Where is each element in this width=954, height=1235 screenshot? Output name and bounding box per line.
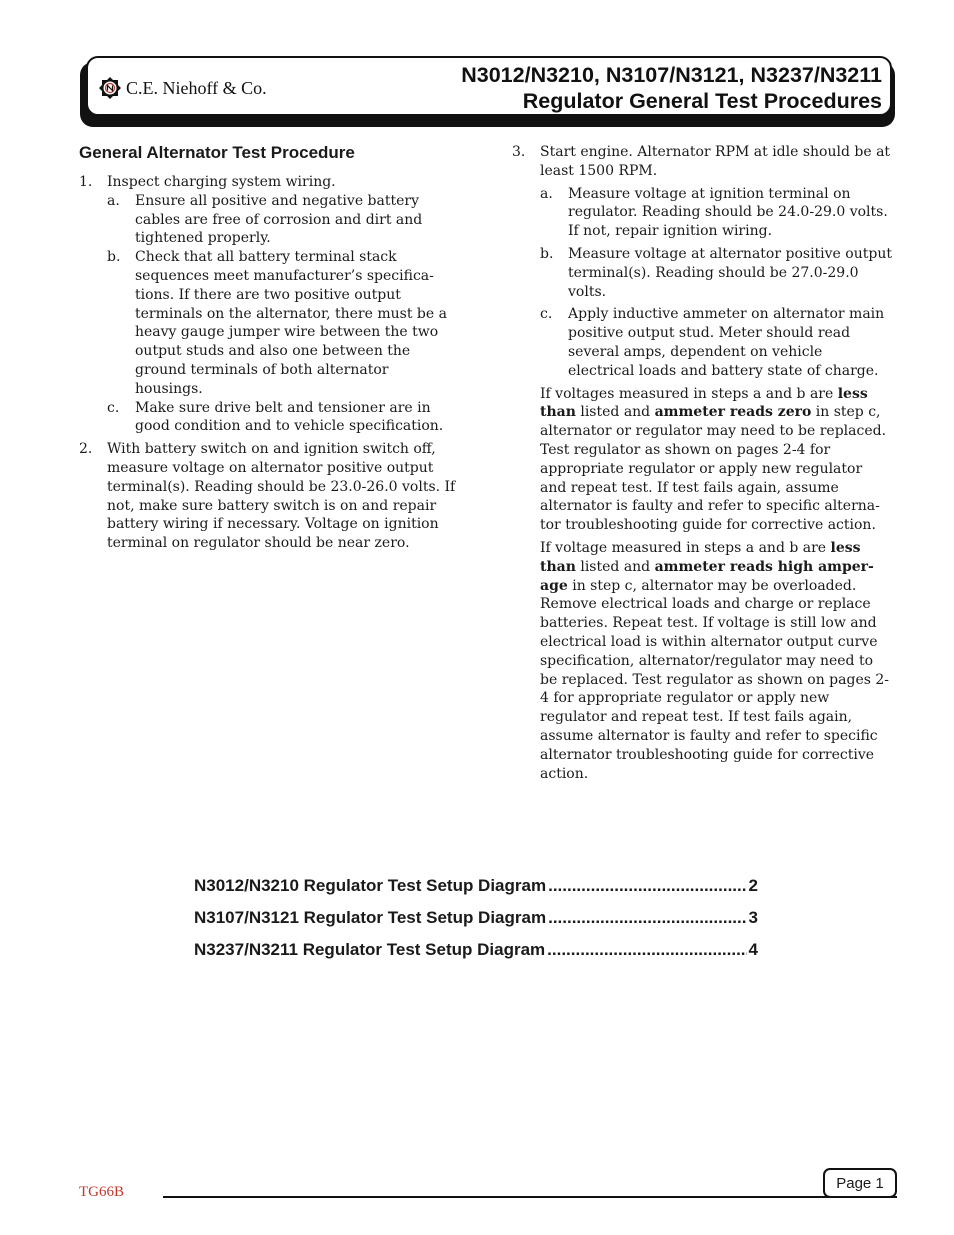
- title-subject: Regulator General Test Procedures: [522, 89, 882, 113]
- step-number: 3.: [512, 144, 526, 160]
- niehoff-logo-icon: [98, 76, 122, 100]
- step-2: [79, 440, 459, 553]
- toc-leader: [547, 940, 746, 960]
- result-paragraph-zero: If voltages measured in steps a and b are less than listed and ammeter reads zero in step c, alternator or regulator may need to be replaced. Test regulator as shown on pages 2-4 for appropriate regulator or apply new regulator and repeat test. If test fails again, assume alternator is faulty and refer to specific alterna-tor troubleshooting guide for corrective action.: [540, 385, 887, 534]
- footer-divider: [163, 1196, 897, 1198]
- title-models: N3012/N3210, N3107/N3121, N3237/N3211: [461, 63, 882, 87]
- document-title: [461, 62, 882, 114]
- company-name: C.E. Niehoff & Co.: [126, 77, 267, 98]
- toc-leader: [548, 908, 746, 928]
- substep-c: c. Apply inductive ammeter on alternator main positive output stud. Meter should read several amps, dependent on vehicle electrical loads and battery state of charge.: [540, 306, 885, 379]
- substep-a: a. Ensure all positive and negative battery cables are free of corrosion and dirt and tightened properly.: [107, 192, 423, 247]
- company-logo: [98, 76, 267, 100]
- substep-b: b. Measure voltage at alternator positive output terminal(s). Reading should be 27.0-29.0 volts.: [540, 245, 892, 300]
- step-number: 2.: [79, 441, 93, 458]
- result-paragraph-high: If voltage measured in steps a and b are less than listed and ammeter reads high amper-age in step c, alternator may be overloaded. Remove electrical loads and charge or replace batteries. Repeat test. If voltage is still low and electrical load is within alternator output curve specification, alternator/regulator may need to be replaced. Test regulator as shown on pages 2-4 for appropriate regulator or apply new regulator and repeat test. If test fails again, assume alternator is faulty and refer to specific alternator troubleshooting guide for corrective action.: [540, 539, 890, 782]
- substep-a: a. Measure voltage at ignition terminal on regulator. Reading should be 24.0-29.0 volts. If not, repair ignition wiring.: [540, 185, 888, 240]
- toc-entry[interactable]: N3012/N3210 Regulator Test Setup Diagram ..... 2: [194, 876, 758, 908]
- toc-leader: [548, 876, 746, 896]
- step-number: 1.: [79, 174, 93, 190]
- step-3: [512, 143, 892, 783]
- toc-entry[interactable]: N3107/N3121 Regulator Test Setup Diagram ..... 3: [194, 908, 758, 940]
- document-code: TG66B: [79, 1184, 124, 1200]
- toc-entry[interactable]: N3237/N3211 Regulator Test Setup Diagram ..... 4: [194, 940, 758, 972]
- right-column: [512, 143, 892, 787]
- step-text: With battery switch on and ignition switch off, measure voltage on alternator positive output terminal(s). Reading should be 23.0-26.0 volts. If not, make sure battery switch is on and repair battery wiring if necessary. Voltage on ignition terminal on regulator should be near zero.: [107, 441, 456, 552]
- substep-b: b. Check that all battery terminal stack sequences meet manufacturer’s specifica-tions. If there are two positive output terminals on the alternator, there must be a heavy gauge jumper wire between the two output studs and also one between the ground terminals of both alternator housings.: [107, 249, 447, 397]
- step-text: Inspect charging system wiring.: [107, 174, 336, 190]
- page-number: Page 1: [823, 1168, 897, 1198]
- step-text: Start engine. Alternator RPM at idle should be at least 1500 RPM.: [540, 144, 891, 179]
- step-1: [79, 173, 459, 436]
- table-of-contents: [194, 876, 758, 972]
- section-heading: General Alternator Test Procedure: [79, 143, 355, 162]
- left-column: [79, 143, 459, 557]
- substep-c: c. Make sure drive belt and tensioner are in good condition and to vehicle specification.: [107, 399, 444, 435]
